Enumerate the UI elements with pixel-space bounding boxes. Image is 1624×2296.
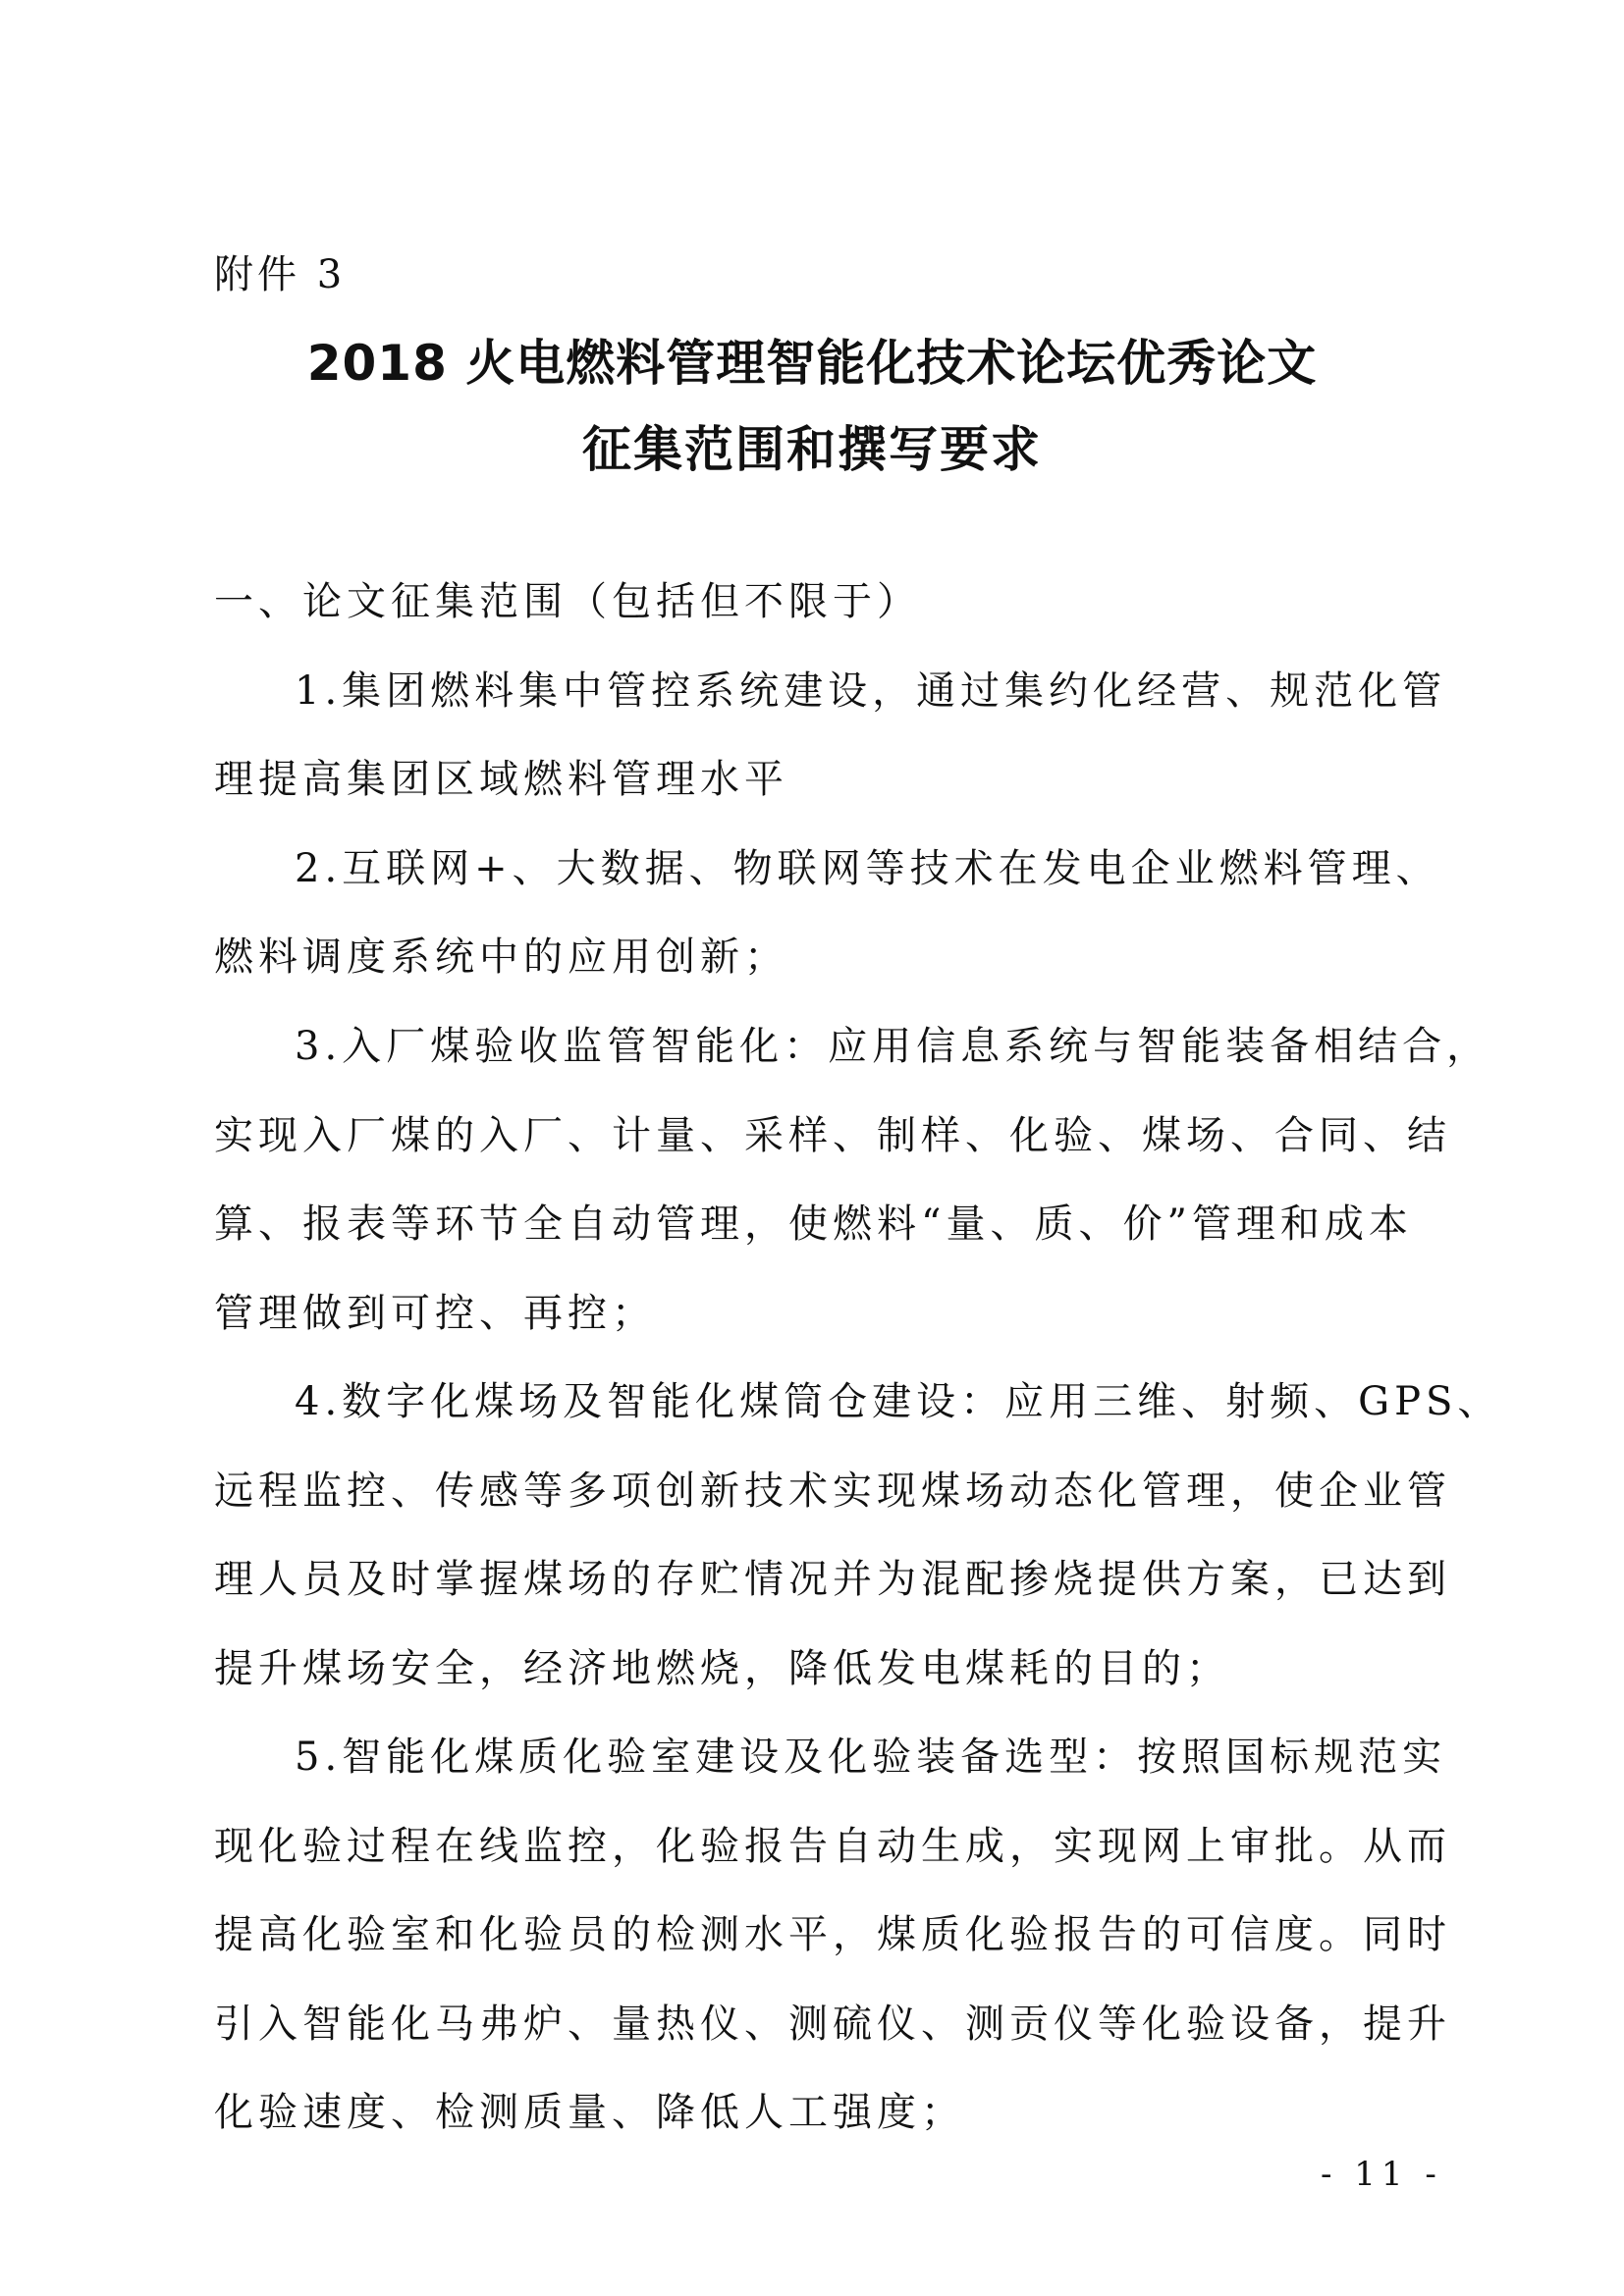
list-item-3-line-2: 实现入厂煤的入厂、计量、采样、制样、化验、煤场、合同、结 <box>214 1113 1451 1158</box>
list-item-2-line-1: 2.互联网+、大数据、物联网等技术在发电企业燃料管理、 <box>295 846 1440 891</box>
list-item-4-line-4: 提升煤场安全，经济地燃烧，降低发电煤耗的目的； <box>214 1646 1230 1691</box>
list-item-2-line-2: 燃料调度系统中的应用创新； <box>214 934 788 980</box>
list-item-5-line-1: 5.智能化煤质化验室建设及化验装备选型：按照国标规范实 <box>295 1735 1447 1780</box>
list-item-4-line-3: 理人员及时掌握煤场的存贮情况并为混配掺烧提供方案，已达到 <box>214 1557 1451 1602</box>
list-item-5-line-2: 现化验过程在线监控，化验报告自动生成，实现网上审批。从而 <box>214 1824 1451 1869</box>
list-item-3-line-4: 管理做到可控、再控； <box>214 1291 656 1336</box>
document-title-line-2: 征集范围和撰写要求 <box>582 421 1042 478</box>
page-number: - 11 - <box>1321 2155 1442 2194</box>
list-item-4-line-1: 4.数字化煤场及智能化煤筒仓建设：应用三维、射频、GPS、 <box>295 1379 1502 1424</box>
list-item-1-line-1: 1.集团燃料集中管控系统建设，通过集约化经营、规范化管 <box>295 668 1447 714</box>
list-item-5-line-5: 化验速度、检测质量、降低人工强度； <box>214 2090 965 2135</box>
list-item-5-line-3: 提高化验室和化验员的检测水平，煤质化验报告的可信度。同时 <box>214 1912 1451 1957</box>
document-title-line-1: 2018 火电燃料管理智能化技术论坛优秀论文 <box>306 335 1318 392</box>
list-item-3-line-1: 3.入厂煤验收监管智能化：应用信息系统与智能装备相结合， <box>295 1024 1491 1069</box>
list-item-4-line-2: 远程监控、传感等多项创新技术实现煤场动态化管理，使企业管 <box>214 1468 1451 1514</box>
attachment-label: 附件 3 <box>214 252 347 297</box>
section-heading: 一、论文征集范围（包括但不限于） <box>214 579 921 624</box>
list-item-3-line-3: 算、报表等环节全自动管理，使燃料“量、质、价”管理和成本 <box>214 1201 1413 1247</box>
list-item-5-line-4: 引入智能化马弗炉、量热仪、测硫仪、测贡仪等化验设备，提升 <box>214 2002 1451 2047</box>
list-item-1-line-2: 理提高集团区域燃料管理水平 <box>214 757 788 802</box>
